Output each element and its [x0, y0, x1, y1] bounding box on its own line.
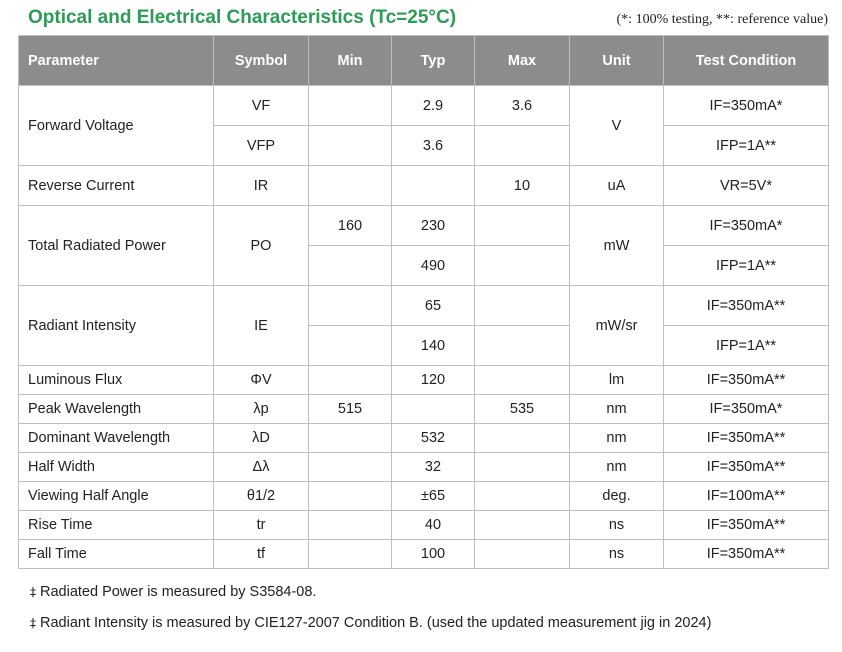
double-dagger-icon: ‡	[30, 585, 36, 599]
row-typ: 40	[392, 511, 475, 540]
footnote-text: Radiated Power is measured by S3584-08.	[40, 584, 317, 600]
row-typ	[392, 166, 475, 206]
row-symbol: tr	[214, 511, 309, 540]
row-min	[309, 86, 392, 126]
row-min	[309, 366, 392, 395]
row-condition: IF=350mA**	[664, 424, 829, 453]
row-min	[309, 326, 392, 366]
row-typ: 100	[392, 540, 475, 569]
row-symbol: VF	[214, 86, 309, 126]
row-unit: nm	[570, 424, 664, 453]
row-symbol: VFP	[214, 126, 309, 166]
row-min	[309, 424, 392, 453]
row-parameter: Fall Time	[19, 540, 214, 569]
table-row	[19, 206, 829, 246]
row-symbol: ΦV	[214, 366, 309, 395]
row-condition: IF=350mA*	[664, 206, 829, 246]
header-symbol: Symbol	[214, 36, 309, 86]
row-condition: IF=350mA**	[664, 453, 829, 482]
row-max: 535	[475, 395, 570, 424]
row-symbol: Δλ	[214, 453, 309, 482]
row-typ: ±65	[392, 482, 475, 511]
row-typ: 2.9	[392, 86, 475, 126]
row-unit: ns	[570, 540, 664, 569]
row-unit: nm	[570, 395, 664, 424]
header-test-condition: Test Condition	[664, 36, 829, 86]
table-row	[19, 453, 829, 482]
row-symbol: θ1/2	[214, 482, 309, 511]
row-max: 3.6	[475, 86, 570, 126]
table-row	[19, 86, 829, 126]
row-typ: 65	[392, 286, 475, 326]
row-condition: IF=100mA**	[664, 482, 829, 511]
row-min	[309, 540, 392, 569]
table-header-row	[19, 36, 829, 86]
row-parameter: Luminous Flux	[19, 366, 214, 395]
table-row	[19, 366, 829, 395]
footnote-radiant-intensity	[30, 615, 711, 631]
row-max	[475, 206, 570, 246]
row-max	[475, 366, 570, 395]
table-row	[19, 395, 829, 424]
row-typ: 120	[392, 366, 475, 395]
row-min	[309, 126, 392, 166]
row-condition: IFP=1A**	[664, 246, 829, 286]
row-min	[309, 511, 392, 540]
row-typ	[392, 395, 475, 424]
table-row	[19, 482, 829, 511]
row-condition: IF=350mA*	[664, 395, 829, 424]
row-typ: 3.6	[392, 126, 475, 166]
row-condition: IFP=1A**	[664, 326, 829, 366]
row-symbol: λp	[214, 395, 309, 424]
row-symbol: IE	[214, 286, 309, 366]
row-typ: 32	[392, 453, 475, 482]
row-parameter: Forward Voltage	[19, 86, 214, 166]
row-parameter: Rise Time	[19, 511, 214, 540]
row-max	[475, 511, 570, 540]
row-min: 515	[309, 395, 392, 424]
header-min: Min	[309, 36, 392, 86]
row-parameter: Peak Wavelength	[19, 395, 214, 424]
row-unit: V	[570, 86, 664, 166]
row-unit: mW	[570, 206, 664, 286]
footnote-text: Radiant Intensity is measured by CIE127-2007 Condition B. (used the updated measurement jig in 2024)	[40, 615, 712, 631]
row-condition: IF=350mA**	[664, 540, 829, 569]
row-symbol: λD	[214, 424, 309, 453]
row-symbol: tf	[214, 540, 309, 569]
header-max: Max	[475, 36, 570, 86]
row-parameter: Radiant Intensity	[19, 286, 214, 366]
row-unit: uA	[570, 166, 664, 206]
row-max	[475, 453, 570, 482]
header-unit: Unit	[570, 36, 664, 86]
row-condition: IF=350mA**	[664, 511, 829, 540]
row-parameter: Viewing Half Angle	[19, 482, 214, 511]
row-condition: IF=350mA*	[664, 86, 829, 126]
table-row	[19, 166, 829, 206]
row-min	[309, 453, 392, 482]
row-min	[309, 246, 392, 286]
row-condition: IF=350mA**	[664, 366, 829, 395]
header-parameter: Parameter	[19, 36, 214, 86]
double-dagger-icon: ‡	[30, 616, 36, 630]
table-row	[19, 511, 829, 540]
table-row	[19, 286, 829, 326]
row-condition: VR=5V*	[664, 166, 829, 206]
row-min: 160	[309, 206, 392, 246]
row-max	[475, 286, 570, 326]
row-max	[475, 482, 570, 511]
row-max	[475, 126, 570, 166]
row-max	[475, 424, 570, 453]
row-parameter: Reverse Current	[19, 166, 214, 206]
footnote-radiated-power	[30, 584, 316, 600]
row-typ: 230	[392, 206, 475, 246]
row-min	[309, 482, 392, 511]
row-parameter: Dominant Wavelength	[19, 424, 214, 453]
row-unit: mW/sr	[570, 286, 664, 366]
row-typ: 532	[392, 424, 475, 453]
row-condition: IFP=1A**	[664, 126, 829, 166]
row-condition: IF=350mA**	[664, 286, 829, 326]
row-min	[309, 166, 392, 206]
row-symbol: PO	[214, 206, 309, 286]
row-min	[309, 286, 392, 326]
table-row	[19, 540, 829, 569]
row-parameter: Total Radiated Power	[19, 206, 214, 286]
row-typ: 490	[392, 246, 475, 286]
section-title: Optical and Electrical Characteristics (Tc=25°C)	[28, 7, 457, 28]
row-parameter: Half Width	[19, 453, 214, 482]
row-unit: ns	[570, 511, 664, 540]
characteristics-table	[18, 35, 829, 569]
row-unit: deg.	[570, 482, 664, 511]
row-max	[475, 246, 570, 286]
row-max	[475, 326, 570, 366]
row-symbol: IR	[214, 166, 309, 206]
row-max	[475, 540, 570, 569]
testing-legend-note: (*: 100% testing, **: reference value)	[616, 12, 828, 27]
row-unit: nm	[570, 453, 664, 482]
row-max: 10	[475, 166, 570, 206]
row-typ: 140	[392, 326, 475, 366]
table-row	[19, 424, 829, 453]
row-unit: lm	[570, 366, 664, 395]
header-typ: Typ	[392, 36, 475, 86]
